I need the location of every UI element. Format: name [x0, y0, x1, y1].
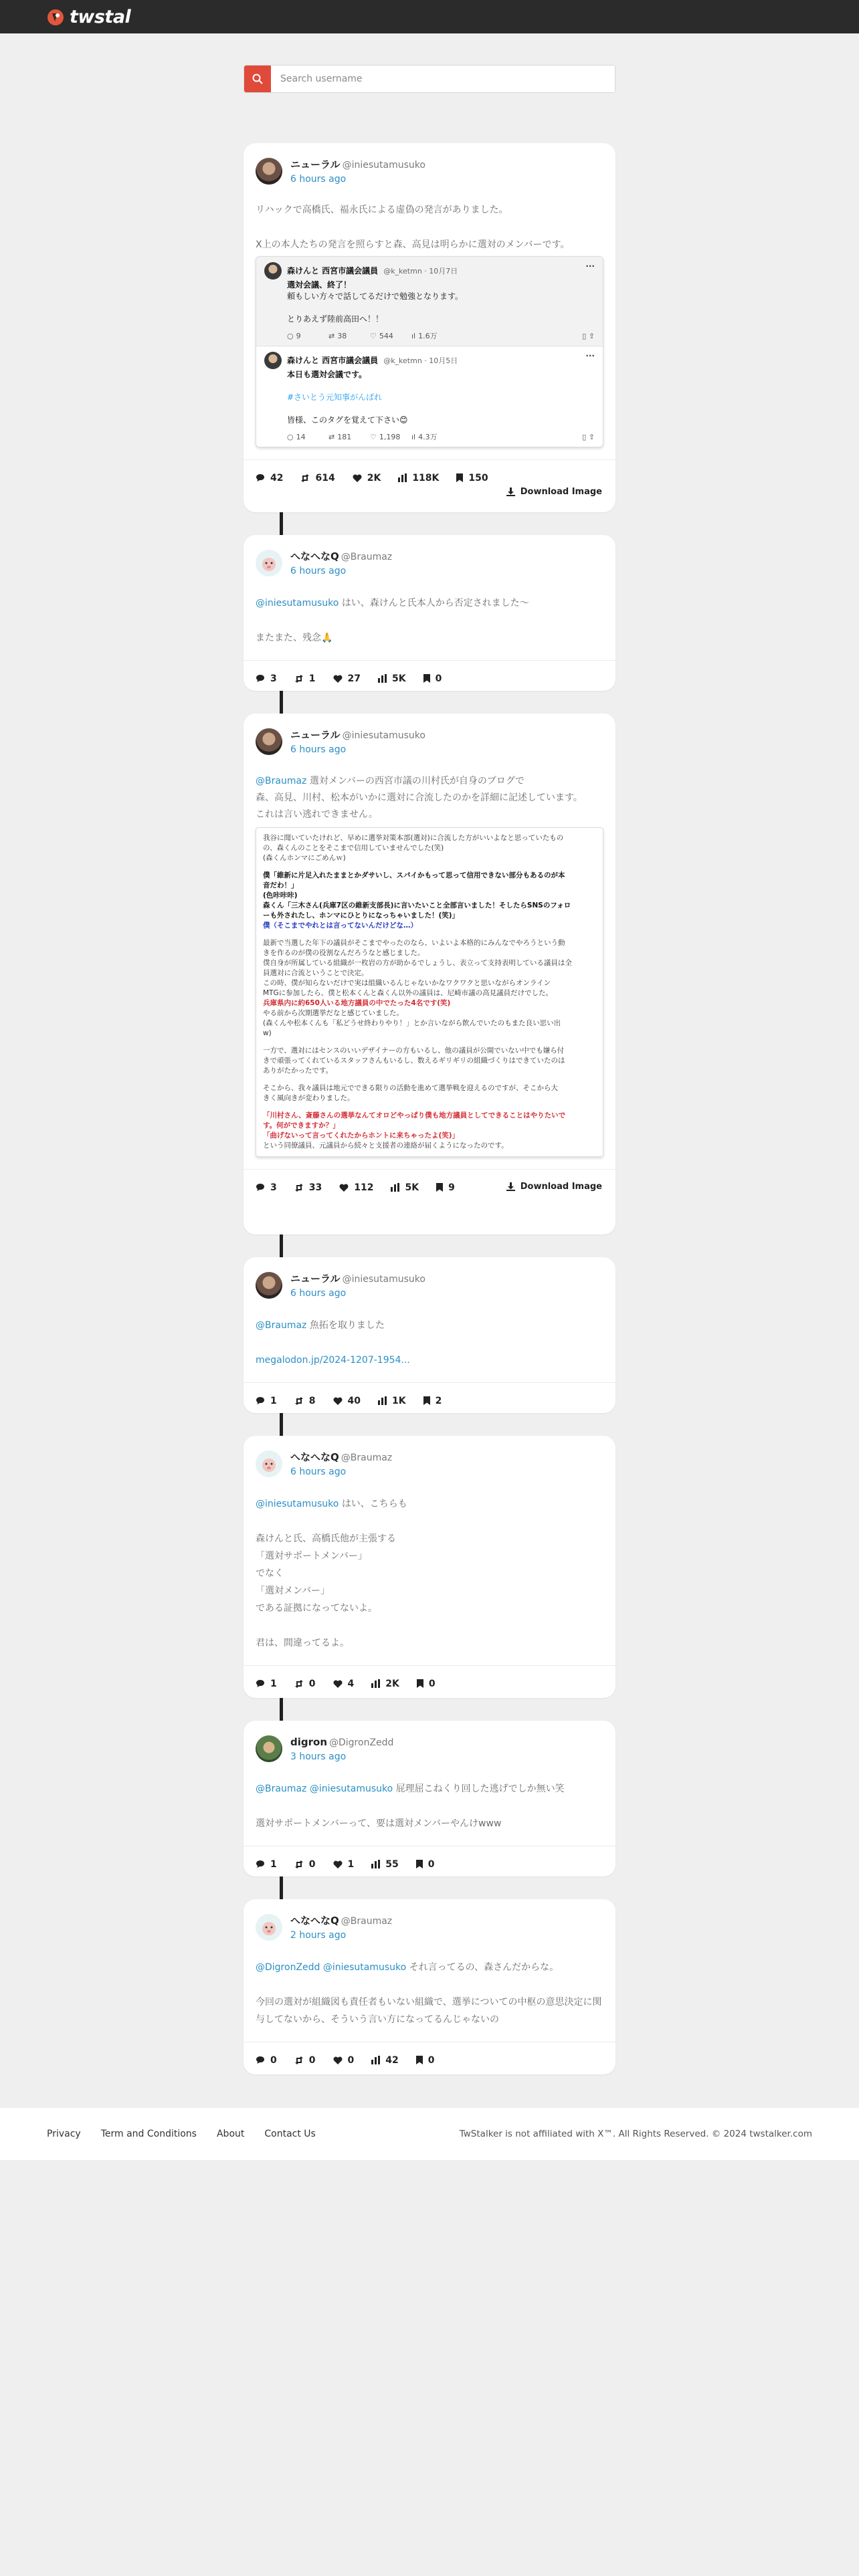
- bar-chart-icon: [391, 1183, 399, 1192]
- search-icon: [252, 74, 263, 84]
- post-text: 屁理屈こねくり回した逃げでしか無い笑: [395, 1784, 565, 1794]
- embedded-share-icons: ▯ ⇪: [582, 433, 595, 441]
- retweet-icon: [294, 1397, 304, 1405]
- display-name[interactable]: へなへなQ: [290, 1451, 339, 1463]
- blog-line: 員選対に合流ということで決定。: [263, 969, 369, 977]
- retweet-count[interactable]: 614: [300, 473, 335, 484]
- user-handle[interactable]: @iniesutamusuko: [342, 1274, 425, 1285]
- post-text: それ言ってるの、森さんだからな。: [409, 1962, 559, 1973]
- views-count: 2K: [371, 1679, 399, 1689]
- post-text-line: 「選対サポートメンバー」: [256, 1551, 367, 1562]
- post-time[interactable]: 6 hours ago: [290, 174, 347, 185]
- bookmark-count[interactable]: 9: [436, 1182, 455, 1193]
- download-icon: [506, 1182, 515, 1191]
- blog-line: きく風向きが変わりました。: [263, 1094, 355, 1102]
- post-time[interactable]: 6 hours ago: [290, 566, 347, 576]
- user-handle[interactable]: @Braumaz: [341, 1916, 393, 1927]
- blog-line: MTGに参加したら、僕と松本くんと森くん以外の議員は、尼崎市議の高見議員だけでした。: [263, 989, 553, 997]
- like-count[interactable]: 112: [339, 1182, 373, 1193]
- retweet-count[interactable]: 33: [294, 1182, 322, 1193]
- brand-name: twstal: [70, 6, 131, 27]
- embedded-avatar: [264, 262, 282, 280]
- retweet-icon: [294, 1184, 304, 1192]
- tweet-actions: [244, 1665, 615, 1701]
- blog-line: 最新で当選した年下の議員がそこまでやったのなら、いよいよ本格的にみんなでやろうという動: [263, 939, 565, 947]
- post-text: 魚拓を取りました: [309, 1320, 385, 1331]
- like-count[interactable]: 40: [333, 1396, 361, 1406]
- post-text: 選対メンバーの西宮市議の川村氏が自身のブログで: [309, 776, 524, 786]
- embedded-name: 森けんと 西宮市議会議員: [287, 265, 379, 276]
- views-count: 118K: [398, 473, 439, 484]
- embedded-like-stat: ♡ 544: [370, 332, 393, 340]
- embedded-text: 選対会議、終了！: [287, 280, 352, 290]
- user-handle[interactable]: @iniesutamusuko: [342, 160, 425, 171]
- reply-count[interactable]: 0: [256, 2055, 277, 2066]
- post-time[interactable]: 3 hours ago: [290, 1751, 347, 1762]
- comment-icon: [256, 674, 265, 683]
- blog-line: 音だわ！」: [263, 881, 298, 889]
- blog-line: きを作るのが僕の役割なんだろうなと感じました。: [263, 949, 425, 957]
- embedded-avatar: [264, 352, 282, 369]
- tweet-actions: [244, 1846, 615, 1882]
- like-count[interactable]: 1: [333, 1859, 355, 1870]
- blog-line: 「川村さん、斎藤さんの選挙なんてオロどやっぱり僕も地方議員としてできることはやりたいで: [263, 1111, 566, 1119]
- post-text-line: 与してないから、そういう言い方になってるんじゃないの: [256, 2014, 499, 2025]
- avatar[interactable]: [256, 1272, 282, 1299]
- tweet-card: [244, 535, 615, 691]
- like-count[interactable]: 27: [333, 673, 361, 684]
- footer-link-about[interactable]: About: [216, 2129, 245, 2139]
- post-text-line: またまた、残念🙏: [256, 633, 333, 643]
- archive-link[interactable]: megalodon.jp/2024-1207-1954...: [256, 1355, 410, 1366]
- mention-link[interactable]: @iniesutamusuko: [256, 598, 339, 609]
- comment-icon: [256, 473, 265, 482]
- comment-icon: [256, 1183, 265, 1192]
- embedded-reply-stat: ○ 9: [287, 332, 301, 340]
- footer-link-privacy[interactable]: Privacy: [47, 2129, 81, 2139]
- blog-line: (色咔咔咔): [263, 891, 298, 899]
- embedded-text: とりあえず陸前高田へ！！: [287, 314, 384, 324]
- comment-icon: [256, 1396, 265, 1405]
- comment-icon: [256, 2056, 265, 2064]
- like-count[interactable]: 4: [333, 1679, 355, 1689]
- like-count[interactable]: 2K: [353, 473, 381, 484]
- blog-line: 兵庫県内に約650人いる地方議員の中でたった4名です(笑): [263, 999, 451, 1007]
- download-image-button[interactable]: Download Image: [506, 1182, 602, 1192]
- download-icon: [506, 488, 515, 496]
- embedded-text: 本日も選対会議です。: [287, 370, 367, 379]
- bookmark-count[interactable]: 0: [416, 1859, 435, 1870]
- blog-line: そこから、我々議員は地元でできる限りの活動を進めて選挙戦を迎えるのですが、そこから大: [263, 1084, 558, 1092]
- post-text-line: 今回の選対が組織図も責任者もいない組織で、選挙についての中枢の意思決定に関: [256, 1997, 602, 2008]
- heart-icon: [333, 1860, 343, 1868]
- blog-line: す。何ができますか？」: [263, 1121, 340, 1130]
- bar-chart-icon: [378, 674, 387, 683]
- retweet-count[interactable]: 0: [294, 2055, 316, 2066]
- embedded-retweet-stat: ⇄ 38: [328, 332, 347, 340]
- bookmark-count[interactable]: 150: [456, 473, 488, 484]
- display-name[interactable]: ニューラル: [290, 729, 341, 741]
- heart-icon: [333, 675, 343, 683]
- mention-link[interactable]: @Braumaz: [256, 776, 307, 786]
- blog-line: 僕自身が所属している組織が一枚岩の方が助かるでしょうし、表立って支持表明している議員は全: [263, 959, 572, 967]
- site-footer: [0, 2108, 859, 2160]
- bookmark-icon: [416, 1860, 423, 1868]
- user-handle[interactable]: @iniesutamusuko: [342, 730, 425, 741]
- blog-line: ーも外されたし、ホンマにひとりになっちゃいました！(笑)」: [263, 911, 460, 920]
- post-text-line: である証拠になってないよ。: [256, 1603, 377, 1614]
- user-handle[interactable]: @Braumaz: [341, 1453, 393, 1463]
- post-text-line: 選対サポートメンバーって、要は選対メンバーやんけwww: [256, 1818, 502, 1829]
- blog-line: 僕「維新に片足入れたままとかダサいし、スパイかもって思って信用できない部分もあるのが本: [263, 871, 565, 879]
- post-time[interactable]: 6 hours ago: [290, 744, 347, 755]
- blog-line: 森くん「三木さん(兵庫7区の維新支部長)に言いたいこと全部言いました！そしたらSNSのフォロ: [263, 901, 571, 909]
- avatar[interactable]: [256, 158, 282, 185]
- tweet-card: [244, 1899, 615, 2074]
- reply-count[interactable]: 42: [256, 473, 283, 484]
- tweet-card: [244, 1721, 615, 1876]
- more-icon: ···: [585, 261, 595, 271]
- views-count: 5K: [391, 1182, 419, 1193]
- display-name[interactable]: へなへなQ: [290, 1915, 339, 1927]
- embedded-meta: @k_ketmn · 10月7日: [383, 266, 458, 276]
- post-time[interactable]: 6 hours ago: [290, 1288, 347, 1299]
- tweet-actions: [244, 459, 615, 496]
- post-text: はい、森けんと氏本人から否定されました〜: [341, 598, 529, 609]
- post-text-line: これは言い逃れできません。: [256, 809, 378, 820]
- bookmark-count[interactable]: 2: [423, 1396, 442, 1406]
- bar-chart-icon: [371, 1679, 380, 1688]
- tweet-actions: [244, 1169, 615, 1205]
- bookmark-icon: [423, 674, 430, 683]
- search-button[interactable]: [244, 66, 271, 92]
- brand-bird-icon: [47, 7, 64, 27]
- retweet-icon: [294, 675, 304, 683]
- bookmark-icon: [416, 2056, 423, 2064]
- embedded-reply-stat: ○ 14: [287, 433, 306, 441]
- blog-line: 僕（そこまでやれとは言ってないんだけどな…）: [263, 922, 417, 930]
- bookmark-count[interactable]: 0: [423, 673, 442, 684]
- avatar[interactable]: [256, 550, 282, 576]
- heart-icon: [333, 1680, 343, 1688]
- display-name[interactable]: ニューラル: [290, 158, 341, 171]
- search-input[interactable]: [271, 66, 615, 92]
- user-handle[interactable]: @DigronZedd: [329, 1737, 394, 1748]
- bar-chart-icon: [398, 473, 407, 482]
- footer-link-terms[interactable]: Term and Conditions: [100, 2129, 197, 2139]
- post-text-line: 「選対メンバー」: [256, 1586, 330, 1596]
- retweet-icon: [294, 1680, 304, 1688]
- heart-icon: [333, 2056, 343, 2064]
- views-count: 42: [371, 2055, 398, 2066]
- blog-line: の、森くんのことをそこまで信用していませんでした(笑): [263, 844, 444, 852]
- user-handle[interactable]: @Braumaz: [341, 552, 393, 562]
- heart-icon: [339, 1184, 349, 1192]
- embedded-views-stat: ıl 4.3万: [411, 433, 438, 441]
- blog-line: (森くんや松本くんも「私どうせ終わりやり！」とか言いながら飲んでいたのもまた良い思い出: [263, 1019, 561, 1027]
- like-count[interactable]: 0: [333, 2055, 355, 2066]
- blog-line: という同僚議員、元議員から続々と支援者の連絡が届くようになったのです。: [263, 1142, 508, 1150]
- blog-line: (森くんホンマにごめんｗ): [263, 854, 346, 862]
- views-count: 1K: [378, 1396, 406, 1406]
- blog-line: この時、僕が知らないだけで実は組織いるんじゃないかなワクワクと思いながらオンライン: [263, 979, 551, 987]
- bar-chart-icon: [371, 1860, 380, 1868]
- post-text-line: リハックで高橋氏、福永氏による虚偽の発言がありました。: [256, 205, 508, 215]
- reply-count[interactable]: 1: [256, 1396, 277, 1406]
- blog-line: 我谷に聞いていたけれど、早めに選挙対策本部(選対)に合流した方がいいよなと思っていたもの: [263, 834, 564, 842]
- blog-line: w): [263, 1029, 272, 1037]
- embedded-views-stat: ıl 1.6万: [411, 332, 438, 340]
- blog-screenshot-image[interactable]: [256, 827, 603, 1157]
- retweet-icon: [300, 474, 310, 482]
- embedded-share-icons: ▯ ⇪: [582, 332, 595, 340]
- top-navbar: [0, 0, 859, 33]
- heart-icon: [333, 1397, 343, 1405]
- post-text-line: X上の本人たちの発言を照らすと森、高見は明らかに選対のメンバーです。: [256, 239, 570, 250]
- blog-line: ありがたかったです。: [263, 1067, 333, 1075]
- more-icon: ···: [585, 351, 595, 360]
- heart-icon: [353, 474, 362, 482]
- mention-link[interactable]: @Braumaz @iniesutamusuko: [256, 1784, 393, 1794]
- retweet-count[interactable]: 0: [294, 1859, 316, 1870]
- blog-line: きで頑張ってくれているスタッフさんもいるし、数えるギリギリの組織づくりはできていたのは: [263, 1057, 565, 1065]
- thread-connector: [280, 1235, 283, 1257]
- tweet-card: [244, 1436, 615, 1698]
- tweet-card: [244, 143, 615, 512]
- tweet-card: [244, 1257, 615, 1413]
- bar-chart-icon: [378, 1396, 387, 1405]
- retweet-count[interactable]: 1: [294, 673, 316, 684]
- embedded-retweet-stat: ⇄ 181: [328, 433, 352, 441]
- post-text-line: 森、高見、川村、松本がいかに選対に合流したのかを詳細に記述しています。: [256, 792, 583, 803]
- retweet-icon: [294, 2056, 304, 2064]
- bookmark-icon: [436, 1183, 443, 1192]
- display-name[interactable]: ニューラル: [290, 1273, 341, 1285]
- bookmark-icon: [417, 1679, 423, 1688]
- post-time[interactable]: 6 hours ago: [290, 1467, 347, 1477]
- retweet-count[interactable]: 0: [294, 1679, 316, 1689]
- post-text-line: でなく: [256, 1568, 284, 1579]
- bookmark-count[interactable]: 0: [417, 1679, 436, 1689]
- embedded-text: 皆様、このタグを覚えて下さい😊: [287, 415, 408, 425]
- footer-copyright: TwStalker is not affiliated with X™. All Rights Reserved. © 2024 twstalker.com: [459, 2129, 812, 2139]
- tweet-actions: [244, 660, 615, 696]
- mention-link[interactable]: @DigronZedd @iniesutamusuko: [256, 1962, 407, 1973]
- footer-link-contact[interactable]: Contact Us: [264, 2129, 316, 2139]
- mention-link[interactable]: @iniesutamusuko: [256, 1499, 339, 1509]
- bookmark-icon: [423, 1396, 430, 1405]
- avatar[interactable]: [256, 1735, 282, 1762]
- embedded-text: 頼もしい方々で話してるだけで勉強となります。: [287, 292, 464, 301]
- blog-line: 「曲げないって言ってくれたからホントに来ちゃったよ(笑)」: [263, 1132, 460, 1140]
- reply-count[interactable]: 1: [256, 1859, 277, 1870]
- search-bar: [244, 65, 615, 93]
- post-text-line: 森けんと氏、高橋氏他が主張する: [256, 1533, 396, 1544]
- brand-logo[interactable]: [47, 7, 130, 27]
- views-count: 55: [371, 1859, 398, 1870]
- post-text: はい、こちらも: [341, 1499, 407, 1509]
- reply-count[interactable]: 3: [256, 1182, 277, 1193]
- avatar[interactable]: [256, 1914, 282, 1941]
- embedded-hashtag: #さいとう元知事がんばれ: [287, 393, 383, 402]
- retweet-count[interactable]: 8: [294, 1396, 316, 1406]
- thread-connector: [280, 1698, 283, 1721]
- views-count: 5K: [378, 673, 406, 684]
- post-text-line: 君は、間違ってるよ。: [256, 1638, 349, 1648]
- embedded-tweet: [256, 257, 603, 346]
- avatar[interactable]: [256, 728, 282, 755]
- download-image-button[interactable]: Download Image: [506, 487, 602, 497]
- avatar[interactable]: [256, 1451, 282, 1477]
- thread-connector: [280, 512, 283, 535]
- blog-line: やる前から次期選挙だなと感じていました。: [263, 1009, 403, 1017]
- comment-icon: [256, 1679, 265, 1688]
- embedded-meta: @k_ketmn · 10月5日: [383, 356, 458, 365]
- mention-link[interactable]: @Braumaz: [256, 1320, 307, 1331]
- post-time[interactable]: 2 hours ago: [290, 1930, 347, 1941]
- embedded-name: 森けんと 西宮市議会議員: [287, 355, 379, 365]
- embedded-like-stat: ♡ 1,198: [370, 433, 401, 441]
- display-name[interactable]: digron: [290, 1736, 327, 1748]
- comment-icon: [256, 1860, 265, 1868]
- tweet-actions: [244, 2042, 615, 2078]
- bar-chart-icon: [371, 2056, 380, 2064]
- reply-count[interactable]: 3: [256, 673, 277, 684]
- retweet-icon: [294, 1860, 304, 1868]
- tweet-actions: [244, 1382, 615, 1418]
- tweet-card: [244, 714, 615, 1235]
- bookmark-count[interactable]: 0: [416, 2055, 435, 2066]
- embedded-tweet: [256, 346, 603, 447]
- bookmark-icon: [456, 473, 463, 482]
- blog-line: 一方で、選対にはセンスのいいデザイナーの方もいるし、他の議員が公開でいない中でも嫌ら付: [263, 1047, 565, 1055]
- embedded-tweet-image[interactable]: [256, 256, 603, 447]
- reply-count[interactable]: 1: [256, 1679, 277, 1689]
- display-name[interactable]: へなへなQ: [290, 550, 339, 562]
